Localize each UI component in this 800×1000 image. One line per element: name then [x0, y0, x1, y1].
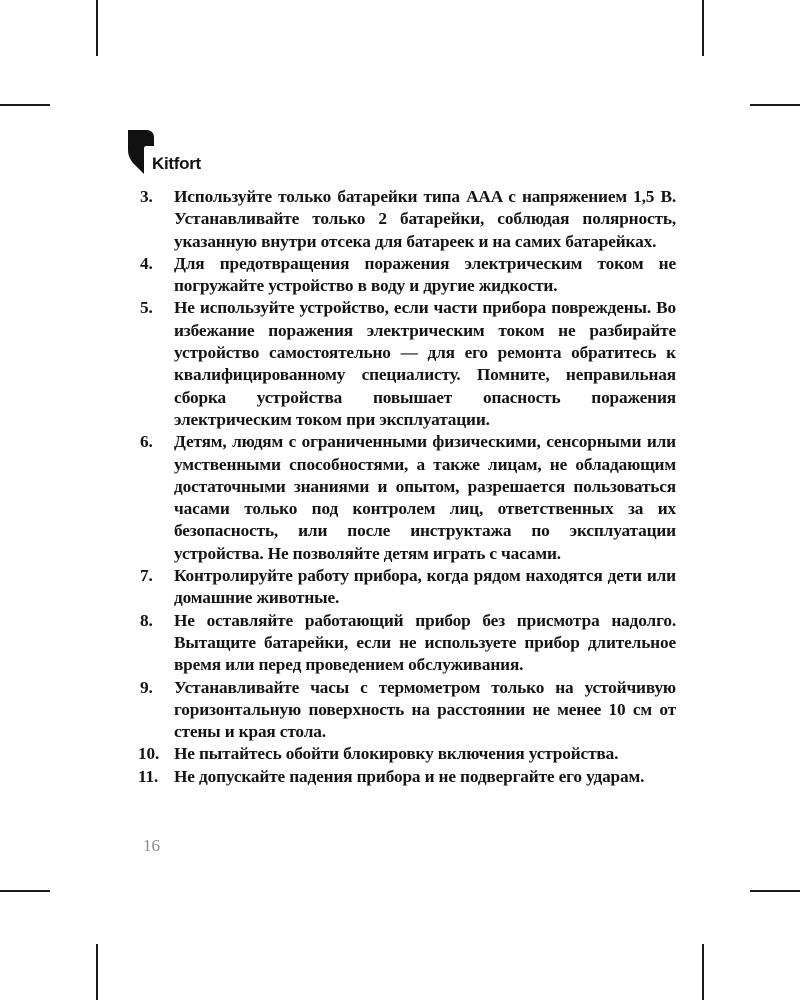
rule-text: Устанавливайте часы с термометром только на устойчивую горизонтальную поверхность на расстоянии не менее 10 см от стены и края стола.: [174, 677, 676, 742]
safety-rules-list: [126, 186, 676, 788]
crop-mark-bottom-left: [96, 944, 98, 1000]
rule-text: Детям, людям с ограниченными физическими, сенсорными или умственными способностями, а также лицам, не обладающим достаточными знаниями и опытом, разрешается пользоваться часами только под контролем лиц, ответственных за их безопасность, или после инструктажа по эксплуатации устройства. Не позволяйте детям играть с часами.: [174, 432, 676, 563]
crop-mark-left-lower: [0, 890, 50, 892]
rule-text: Для предотвращения поражения электрическим током не погружайте устройство в воду и другие жидкости.: [174, 253, 676, 296]
crop-mark-top-right: [702, 0, 704, 56]
rule-item: [126, 297, 676, 431]
page-number: 16: [143, 836, 160, 855]
rule-number: 10.: [138, 744, 160, 764]
rule-item: [126, 431, 676, 565]
rule-number: 8.: [140, 610, 153, 630]
rule-number: 9.: [140, 677, 153, 697]
crop-mark-right-upper: [750, 104, 800, 106]
rule-item: [126, 186, 676, 253]
rule-number: 6.: [140, 432, 153, 452]
rule-item: [126, 743, 676, 765]
rule-number: 3.: [140, 187, 153, 206]
brand-name: Kitfort: [152, 154, 201, 173]
rule-number: 7.: [140, 566, 153, 586]
rule-number: 4.: [140, 253, 153, 273]
rule-number: 11.: [138, 766, 159, 786]
crop-mark-right-lower: [750, 890, 800, 892]
rule-text: Не используйте устройство, если части прибора повреждены. Во избежание поражения электрическим током не разбирайте устройство самостоятельно — для его ремонта обратитесь к квалифицированному специалисту. Помните, неправильная сборка устройства повышает опасность поражения электрическим током при эксплуатации.: [174, 298, 676, 429]
rule-text: Используйте только батарейки типа AAA с напряжением 1,5 В. Устанавливайте только 2 батарейки, соблюдая полярность, указанную внутри отсека для батареек и на самих батарейках.: [174, 187, 676, 251]
rule-text: Не пытайтесь обойти блокировку включения устройства.: [174, 744, 619, 764]
rule-text: Не оставляйте работающий прибор без присмотра надолго. Вытащите батарейки, если не используете прибор длительное время или перед проведением обслуживания.: [174, 610, 676, 675]
rule-item: [126, 677, 676, 744]
crop-mark-left-upper: [0, 104, 50, 106]
crop-mark-bottom-right: [702, 944, 704, 1000]
rule-item: [126, 565, 676, 610]
rule-number: 5.: [140, 298, 153, 318]
rule-item: [126, 610, 676, 677]
rule-item: [126, 253, 676, 298]
rule-text: Не допускайте падения прибора и не подвергайте его ударам.: [174, 766, 645, 786]
rule-item: [126, 766, 676, 788]
rule-text: Контролируйте работу прибора, когда рядом находятся дети или домашние животные.: [174, 566, 676, 608]
crop-mark-top-left: [96, 0, 98, 56]
